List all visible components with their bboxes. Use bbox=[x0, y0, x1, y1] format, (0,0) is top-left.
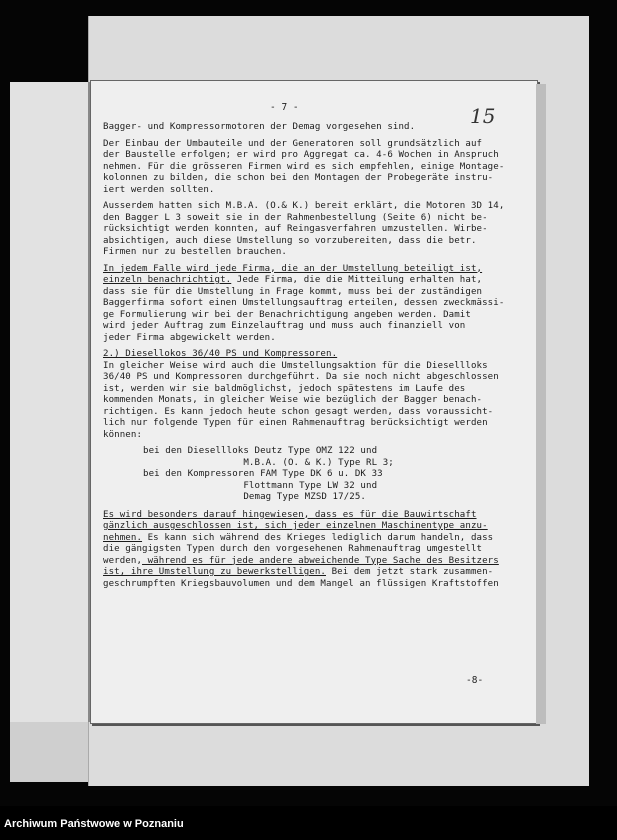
notice-underlined: In jedem Falle wird jede Firma, die an der Umstellung beteiligt ist, einzeln benachrichtigt. bbox=[103, 263, 483, 285]
types-item: bei den Kompressoren FAM Type DK 6 u. DK 33 bbox=[143, 469, 383, 479]
archive-label: Archiwum Państwowe w Poznaniu bbox=[4, 818, 184, 830]
left-sheet-edge bbox=[10, 82, 90, 722]
folio-mark: 15 bbox=[470, 104, 496, 128]
types-item: M.B.A. (O. & K.) Type RL 3; bbox=[143, 457, 394, 468]
types-item: bei den Diesellloks Deutz Type OMZ 122 und bbox=[143, 446, 378, 456]
next-page-marker: -8- bbox=[466, 675, 484, 686]
notice-paragraph bbox=[103, 264, 533, 345]
types-list bbox=[103, 446, 533, 504]
paragraph-1: Bagger- und Kompressormotoren der Demag vorgesehen sind. bbox=[103, 122, 416, 132]
page-number: - 7 - bbox=[270, 102, 299, 113]
types-item: Demag Type MZSD 17/25. bbox=[143, 492, 366, 502]
paragraph-3: Ausserdem hatten sich M.B.A. (O.& K.) bereit erklärt, die Motoren 3D 14, den Bagger L 3 soweit sie in der Rahmenbestellung (Seite 6) nicht be- rücksichtigt werden konnten, auf Reingasverfahren umzustellen. Wirbe- absichtigen, auch diese Umstellung so vorzubereiten, dass die betr. Firmen nur zu bestellen brauchen. bbox=[103, 201, 505, 257]
final-paragraph: Es wird besonders darauf hingewiesen, dass es für die Bauwirtschaft gänzlich ausgeschlossen ist, sich jeder einzelnen Maschinentype anzu- nehmen. Es kann sich während des Krieges lediglich darum handeln, dass die gängigsten Typen durch den vorgesehenen Rahmenauftrag umgestellt werden, während es für jede andere abweichende Type Sache des Besitzers ist, ihre Umstellung zu bewerkstelligen. Bei dem jetzt stark zusammen- geschrumpften Kriegsbauvolumen und dem Mangel an flüssigen Kraftstoffen bbox=[103, 509, 499, 589]
notice-rest: Jede Firma, die die Mitteilung erhalten hat, dass sie für die Umstellung in Frage kommt, muss bei der zuständigen Baggerfirma sofort einen Umstellungsauftrag erteilen, dessen zweckmässi- ge Formulierung wir bei der Benachrichtigung angeben werden. Damit wird jeder Auftrag zum Einzelauftrag und muss auch finanziell von jeder Firma abgewickelt werden. bbox=[103, 275, 505, 343]
page-edge bbox=[536, 84, 546, 724]
document-body bbox=[103, 122, 533, 595]
types-item: Flottmann Type LW 32 und bbox=[143, 480, 378, 491]
section-heading: 2.) Diesellokos 36/40 PS und Kompressoren. bbox=[103, 349, 338, 359]
paragraph-2: Der Einbau der Umbauteile und der Generatoren soll grundsätzlich auf der Baustelle erfolgen; er wird pro Aggregat ca. 4-6 Wochen in Anspruch nehmen. Für die grösseren Firmen wird es sich empfehlen, einige Montage- kolonnen zu bilden, die schon bei den Montagen der Probegeräte instru- iert werden sollten. bbox=[103, 138, 505, 195]
section-text: In gleicher Weise wird auch die Umstellungsaktion für die Diesellloks 36/40 PS und Kompressoren durchgeführt. Da sie noch nicht abgeschlossen ist, werden wir sie baldmöglichst, jedoch spätestens im Laufe des kommenden Monats, in gleicher Weise wie bezüglich der Bagger benach- richtigen. Es kann jedoch heute schon gesagt werden, dass voraussicht- lich nur folgende Typen für einen Rahmenauftrag berücksichtigt werden können: bbox=[103, 360, 499, 440]
left-sheet-bottom bbox=[10, 722, 88, 782]
